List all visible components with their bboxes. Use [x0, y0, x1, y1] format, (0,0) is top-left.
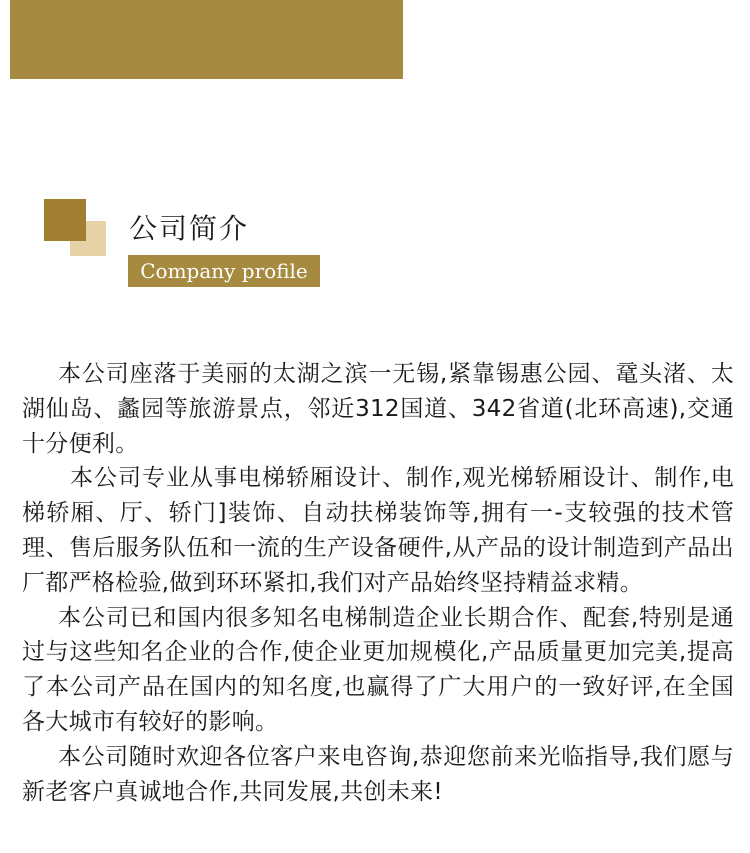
top-banner-bar	[10, 0, 403, 79]
emblem-square-dark	[44, 199, 86, 241]
profile-paragraph-partners: 本公司已和国内很多知名电梯制造企业长期合作、配套,特别是通过与这些知名企业的合作,使企业更加规模化,产品质量更加完美,提高了本公司产品在国内的知名度,也赢得了广大用户的一致好评,在全国各大城市有较好的影响。	[22, 604, 734, 735]
section-title: 公司简介	[129, 212, 250, 245]
profile-paragraph-location: 本公司座落于美丽的太湖之滨一无锡,紧靠锡惠公园、鼋头渚、太湖仙岛、蠡园等旅游景点，邻近312国道、342省道(北环高速),交通十分便利。	[22, 361, 734, 457]
profile-body	[22, 357, 734, 809]
profile-paragraph-welcome: 本公司随时欢迎各位客户来电咨询,恭迎您前来光临指导,我们愿与新老客户真诚地合作,共同发展,共创未来!	[22, 743, 734, 805]
section-subtitle-badge: Company profile	[128, 255, 320, 287]
section-emblem	[44, 199, 108, 257]
profile-paragraph-business: 本公司专业从事电梯轿厢设计、制作,观光梯轿厢设计、制作,电梯轿厢、厅、轿门]装饰、自动扶梯装饰等,拥有一-支较强的技术管理、售后服务队伍和一流的生产设备硬件,从产品的设计制造到产品出厂都严格检验,做到环环紧扣,我们对产品始终坚持精益求精。	[22, 465, 734, 596]
